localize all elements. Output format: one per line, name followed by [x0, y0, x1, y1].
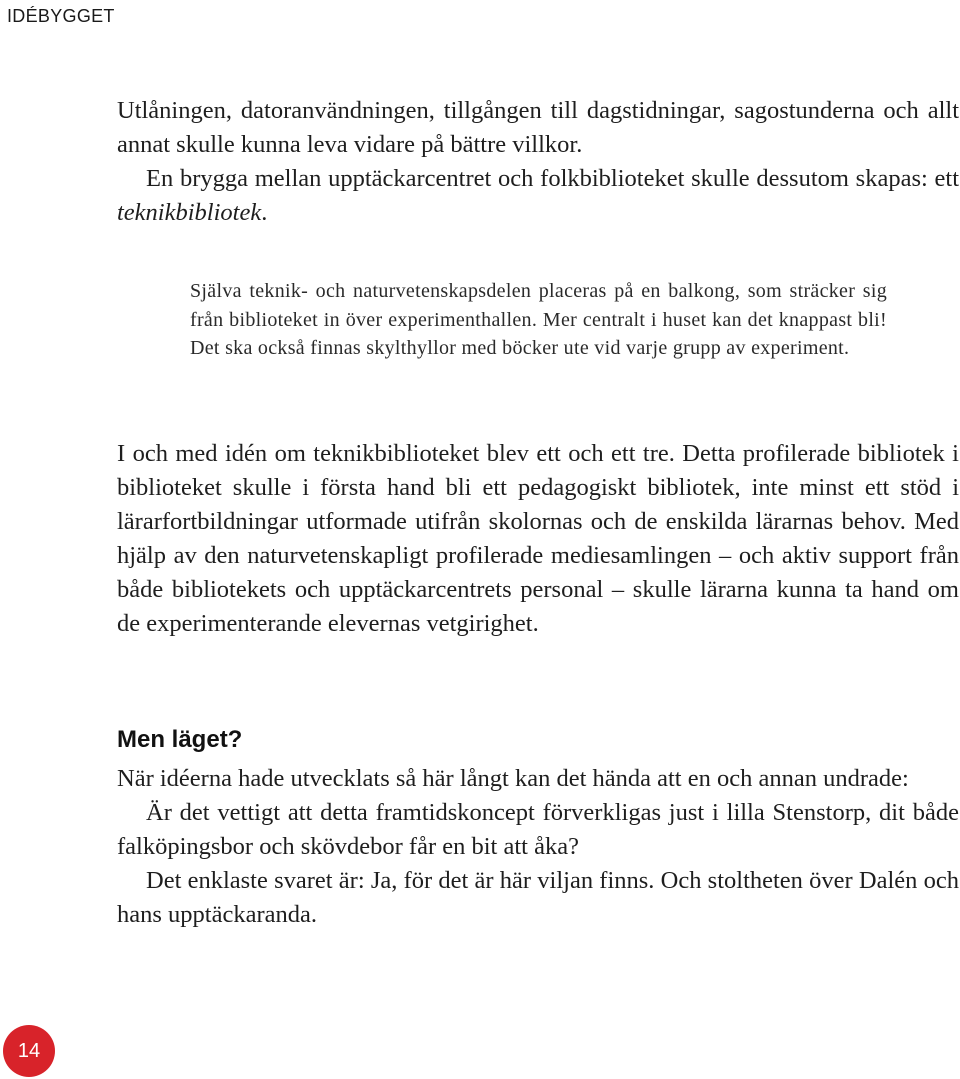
intro-paragraph — [117, 94, 959, 230]
section-heading: Men läget? — [117, 726, 243, 753]
section-para-2: Är det vettigt att detta framtidskoncept förverkligas just i lilla Stenstorp, dit både falköpingsbor och skövdebor får en bit att åka? — [117, 799, 959, 860]
intro-line-1: Utlåningen, datoranvändningen, tillgången till dagstidningar, sagostunderna och allt annat skulle kunna leva vidare på bättre villkor. — [117, 97, 959, 158]
intro-line-2-end: . — [261, 199, 268, 226]
intro-line-2-text: En brygga mellan upptäckarcentret och folkbiblioteket skulle dessutom skapas: ett — [146, 165, 959, 192]
paragraph-2: I och med idén om teknikbiblioteket blev ett och ett tre. Detta profilerade bibliotek i biblioteket skulle i första hand bli ett pedagogiskt bibliotek, inte minst ett stöd i lärarfortbildningar utformade utifrån skolornas och de enskilda lärarnas behov. Med hjälp av den naturvetenskapligt profilerade mediesamlingen – och aktiv support från både bibliotekets och upptäckarcentrets personal – skulle lärarna kunna ta hand om de experimenterande elevernas vetgirighet. — [117, 440, 959, 637]
running-header: IDÉBYGGET — [7, 6, 115, 26]
page-number: 14 — [17, 1039, 41, 1062]
section-para-1: När idéerna hade utvecklats så här långt kan det hända att en och annan undrade: — [117, 765, 909, 792]
pull-quote: Själva teknik- och naturvetenskapsdelen placeras på en balkong, som sträcker sig från biblioteket in över experimenthallen. Mer centralt i huset kan det knappast bli! Det ska också finnas skylthyllor med böcker ute vid varje grupp av experiment. — [190, 280, 887, 359]
page-number-badge — [3, 1025, 55, 1077]
intro-line-2 — [117, 162, 959, 230]
section-paragraph — [117, 762, 959, 932]
intro-emphasis: teknikbibliotek — [117, 199, 262, 226]
section-para-3: Det enklaste svaret är: Ja, för det är här viljan finns. Och stoltheten över Dalén och hans upptäckaranda. — [117, 867, 959, 928]
